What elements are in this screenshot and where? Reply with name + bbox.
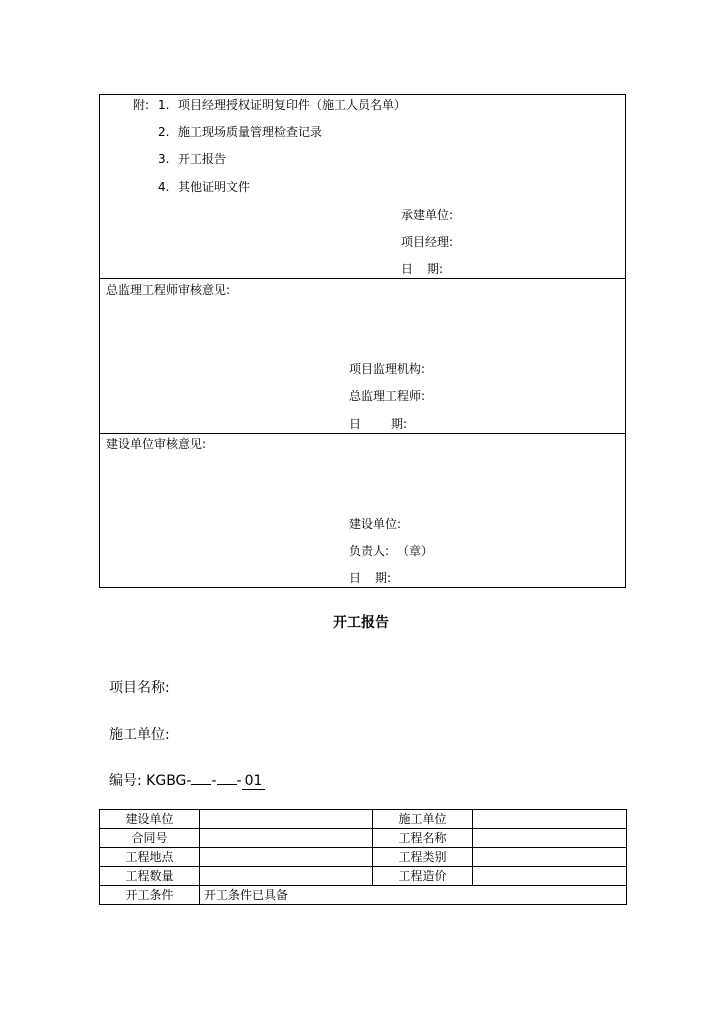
attachment-number: 4.	[158, 180, 170, 194]
attachment-item: 其他证明文件	[178, 180, 251, 194]
date-label: 日 期:	[349, 417, 408, 431]
contractor-label: 承建单位:	[401, 208, 454, 222]
attachment-item: 开工报告	[178, 152, 227, 166]
table-row	[100, 886, 627, 905]
attachment-number: 1.	[158, 98, 170, 112]
table-label-cell: 工程地点	[100, 848, 200, 867]
construction-unit-label: 施工单位:	[109, 727, 170, 743]
table-value-cell	[200, 810, 373, 829]
chief-supervisor-label: 总监理工程师:	[349, 389, 426, 403]
table-label-cell: 工程类别	[373, 848, 473, 867]
table-value-cell: 开工条件已具备	[200, 886, 627, 905]
form-border-left	[99, 94, 100, 588]
date-label: 日 期:	[349, 571, 392, 585]
attachment-number: 2.	[158, 125, 170, 139]
table-value-cell	[473, 848, 627, 867]
form-divider-2	[99, 433, 626, 434]
table-row	[100, 810, 627, 829]
table-label-cell: 工程名称	[373, 829, 473, 848]
form-divider-1	[99, 278, 626, 279]
table-label-cell: 工程造价	[373, 867, 473, 886]
attachment-item: 施工现场质量管理检查记录	[178, 125, 323, 139]
owner-unit-label: 建设单位:	[349, 517, 402, 531]
table-value-cell	[473, 810, 627, 829]
project-name-label: 项目名称:	[109, 680, 170, 696]
attachment-item: 项目经理授权证明复印件（施工人员名单）	[178, 98, 407, 112]
number-blank	[217, 784, 237, 785]
owner-opinion-title: 建设单位审核意见:	[106, 437, 207, 451]
table-value-cell	[200, 829, 373, 848]
table-label-cell: 合同号	[100, 829, 200, 848]
form-border-top	[99, 94, 626, 95]
table-value-cell	[200, 867, 373, 886]
responsible-person-label: 负责人: （章）	[349, 544, 434, 558]
table-label-cell: 开工条件	[100, 886, 200, 905]
table-label-cell: 工程数量	[100, 867, 200, 886]
project-info-table	[99, 809, 627, 905]
form-border-bottom	[99, 587, 626, 588]
supervisor-opinion-title: 总监理工程师审核意见:	[106, 283, 231, 297]
date-label: 日 期:	[401, 262, 444, 276]
table-row	[100, 848, 627, 867]
number-suffix: 01	[242, 774, 266, 790]
attachment-prefix: 附:	[133, 98, 150, 112]
table-value-cell	[473, 829, 627, 848]
number-blank	[191, 784, 211, 785]
table-row	[100, 867, 627, 886]
table-value-cell	[473, 867, 627, 886]
table-label-cell: 施工单位	[373, 810, 473, 829]
table-row	[100, 829, 627, 848]
form-border-right	[625, 94, 626, 588]
table-value-cell	[200, 848, 373, 867]
attachment-number: 3.	[158, 152, 170, 166]
seal-label: （章）	[397, 544, 434, 558]
report-title: 开工报告	[333, 615, 389, 631]
report-number: 编号: KGBG- - - 01	[109, 773, 265, 790]
table-label-cell: 建设单位	[100, 810, 200, 829]
supervision-org-label: 项目监理机构:	[349, 362, 426, 376]
project-manager-label: 项目经理:	[401, 235, 454, 249]
